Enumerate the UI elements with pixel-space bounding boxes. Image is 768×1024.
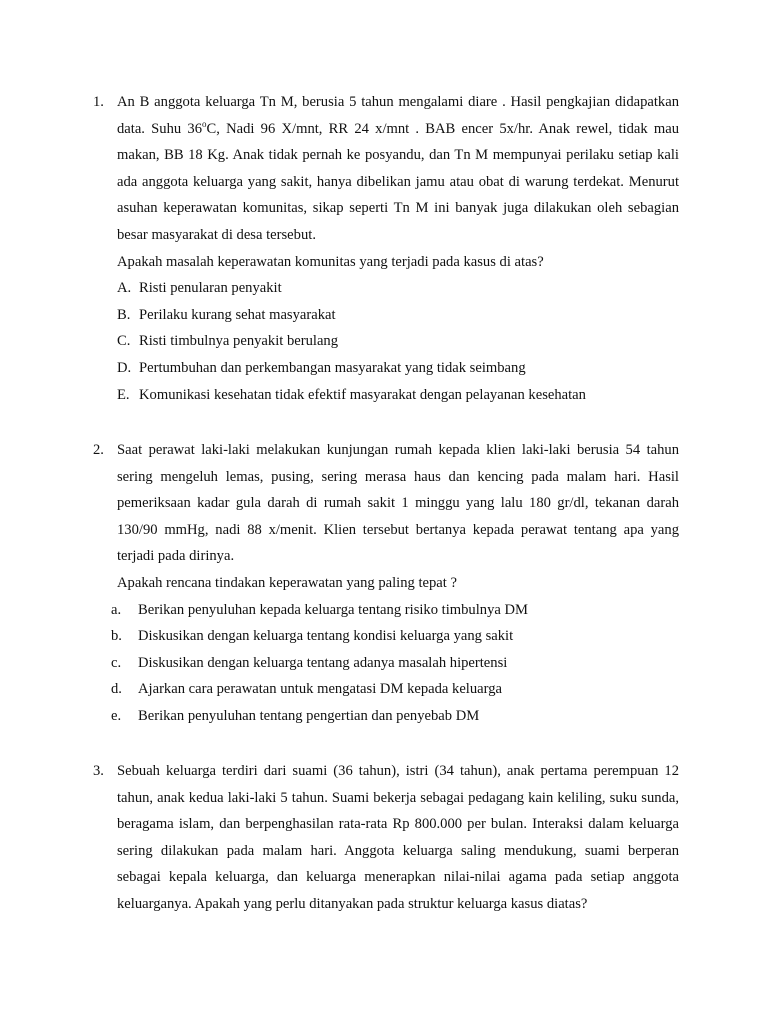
option-b[interactable]: b. Diskusikan dengan keluarga tentang kondisi keluarga yang sakit <box>111 628 514 645</box>
question-stem: Sebuah keluarga terdiri dari suami (36 tahun), istri (34 tahun), anak pertama perempuan 12 tahun, anak kedua laki-laki 5 tahun. Suami bekerja sebagai pedagang kain keliling, suku sunda, beragama islam, dan berpenghasilan rata-rata Rp 800.000 per bulan. Interaksi dalam keluarga sering dilakukan pada malam hari. Anggota keluarga saling mendukung, suami berperan sebagai kepala keluarga, dan keluarga menerapkan nilai-nilai agama pada setiap anggota keluarganya. Apakah yang perlu ditanyakan pada struktur keluarga kasus diatas? <box>117 763 679 912</box>
option-a[interactable]: a. Berikan penyuluhan kepada keluarga tentang risiko timbulnya DM <box>111 601 529 618</box>
option-d[interactable]: d. Ajarkan cara perawatan untuk mengatasi DM kepada keluarga <box>111 681 503 698</box>
question-number: 3. <box>93 763 104 779</box>
question-number: 1. <box>93 94 104 110</box>
option-c[interactable]: C. Risti timbulnya penyakit berulang <box>117 333 339 350</box>
question-stem: Saat perawat laki-laki melakukan kunjungan rumah kepada klien laki-laki berusia 54 tahun sering mengeluh lemas, pusing, sering merasa haus dan kencing pada malam hari. Hasil pemeriksaan kadar gula darah di rumah sakit 1 minggu yang lalu 180 gr/dl, tekanan darah 130/90 mmHg, nadi 88 x/menit. Klien tersebut bertanya kepada perawat tentang apa yang terjadi pada dirinya. <box>117 442 679 565</box>
question-prompt: Apakah masalah keperawatan komunitas yang terjadi pada kasus di atas? <box>117 253 544 270</box>
option-e[interactable]: e. Berikan penyuluhan tentang pengertian dan penyebab DM <box>111 707 480 724</box>
option-b[interactable]: B. Perilaku kurang sehat masyarakat <box>117 306 336 323</box>
question-1 <box>93 89 679 408</box>
question-prompt: Apakah rencana tindakan keperawatan yang paling tepat ? <box>117 574 457 591</box>
option-a[interactable]: A. Risti penularan penyakit <box>117 280 282 297</box>
question-3 <box>93 758 679 918</box>
option-d[interactable]: D. Pertumbuhan dan perkembangan masyarakat yang tidak seimbang <box>117 359 526 376</box>
option-list <box>111 597 679 730</box>
option-e[interactable]: E. Komunikasi kesehatan tidak efektif masyarakat dengan pelayanan kesehatan <box>117 386 586 403</box>
option-list <box>117 275 679 408</box>
question-2 <box>93 437 679 730</box>
option-c[interactable]: c. Diskusikan dengan keluarga tentang adanya masalah hipertensi <box>111 654 508 671</box>
degree-superscript: o <box>202 118 207 129</box>
question-stem: An B anggota keluarga Tn M, berusia 5 tahun mengalami diare . Hasil pengkajian didapatkan data. Suhu 36$^o$C, Nadi 96 X/mnt, RR 24 x/mnt . BAB encer 5x/hr. Anak rewel, tidak mau makan, BB 18 Kg. Anak tidak pernah ke posyandu, dan Tn M mempunyai perilaku setiap kali ada anggota keluarga yang sakit, hanya dibelikan jamu atau obat di warung terdekat. Menurut asuhan keperawatan komunitas, sikap seperti Tn M ini banyak juga dilakukan oleh sebagian besar masyarakat di desa tersebut. <box>117 94 680 243</box>
question-number: 2. <box>93 442 104 458</box>
